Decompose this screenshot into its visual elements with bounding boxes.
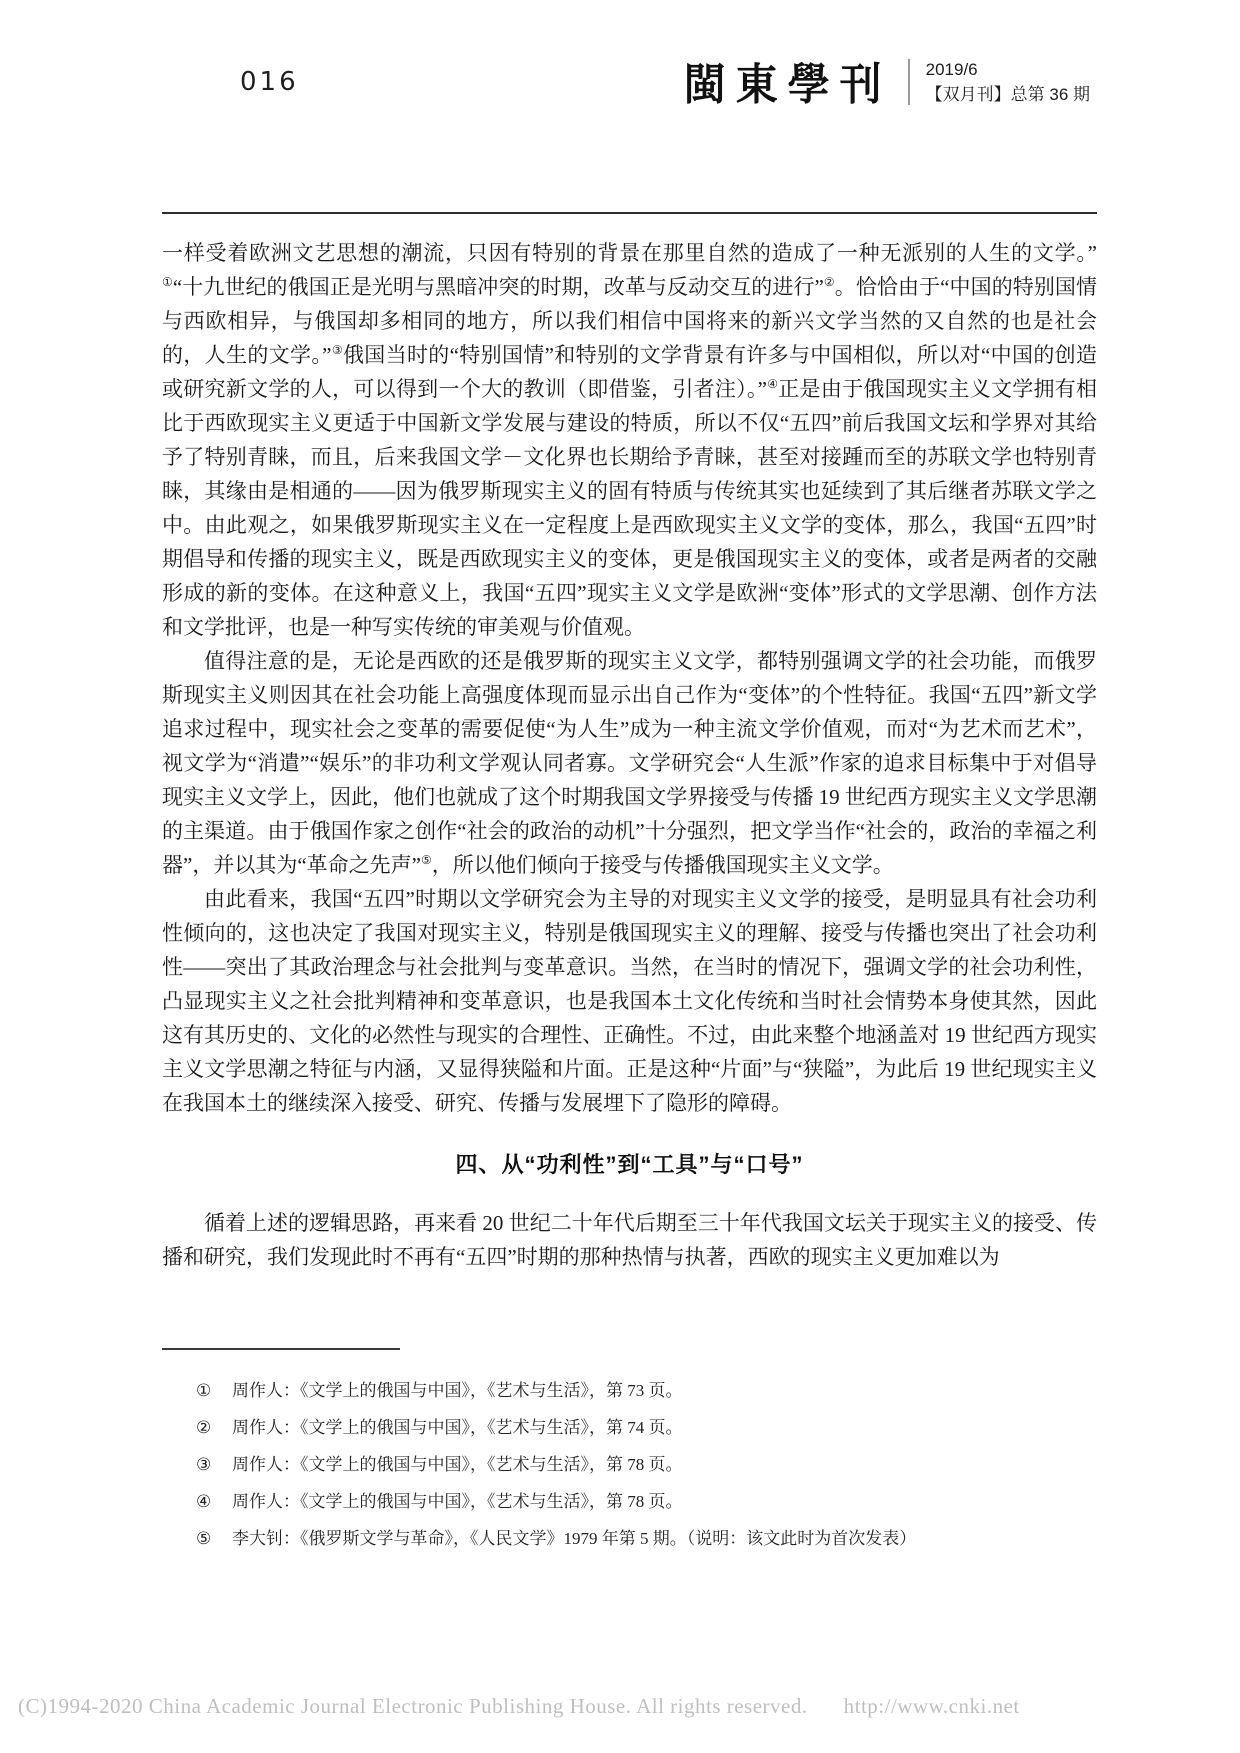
footnote-item bbox=[162, 1483, 1097, 1520]
footnote-text: 周作人：《文学上的俄国与中国》，《艺术与生活》，第 78 页。 bbox=[232, 1492, 683, 1511]
footnote-item bbox=[162, 1446, 1097, 1483]
footnote-text: 周作人：《文学上的俄国与中国》，《艺术与生活》，第 74 页。 bbox=[232, 1418, 683, 1437]
footnote-item bbox=[162, 1520, 1097, 1557]
footnote-marker: ② bbox=[196, 1418, 212, 1437]
body-paragraph-2: 值得注意的是，无论是西欧的还是俄罗斯的现实主义文学，都特别强调文学的社会功能，而俄罗斯现实主义则因其在社会功能上高强度体现而显示出自己作为“变体”的个性特征。我国“五四”新文学追求过程中，现实社会之变革的需要促使“为人生”成为一种主流文学价值观，而对“为艺术而艺术”，视文学为“消遣”“娱乐”的非功利文学观认同者寡。文学研究会“人生派”作家的追求目标集中于对倡导现实主义文学上，因此，他们也就成了这个时期我国文学界接受与传播 19 世纪西方现实主义文学思潮的主渠道。由于俄国作家之创作“社会的政治的动机”十分强烈，把文学当作“社会的，政治的幸福之利器”，并以其为“革命之先声”⑤，所以他们倾向于接受与传播俄国现实主义文学。 bbox=[162, 649, 1097, 877]
footnotes-section bbox=[162, 1348, 1097, 1557]
header-rule bbox=[162, 212, 1097, 214]
footnote-marker: ⑤ bbox=[196, 1529, 212, 1548]
footnote-marker: ④ bbox=[196, 1492, 212, 1511]
section-heading: 四、从“功利性”到“工具”与“口号” bbox=[455, 1152, 804, 1177]
footnote-marker: ① bbox=[196, 1381, 212, 1400]
cnki-footer bbox=[18, 1694, 1020, 1719]
footnote-item bbox=[162, 1409, 1097, 1446]
footnote-text: 周作人：《文学上的俄国与中国》，《艺术与生活》，第 73 页。 bbox=[232, 1381, 683, 1400]
issue-date: 2019/6 bbox=[925, 59, 978, 79]
footnote-separator bbox=[162, 1348, 400, 1350]
body-paragraph-4: 循着上述的逻辑思路，再来看 20 世纪二十年代后期至三十年代我国文坛关于现实主义的接受、传播和研究，我们发现此时不再有“五四”时期的那种热情与执著，西欧的现实主义更加难以为 bbox=[162, 1211, 1097, 1269]
body-paragraph-1: 一样受着欧洲文艺思想的潮流，只因有特别的背景在那里自然的造成了一种无派别的人生的文学。”①“十九世纪的俄国正是光明与黑暗冲突的时期，改革与反动交互的进行”②。恰恰由于“中国的特别国情与西欧相异，与俄国却多相同的地方，所以我们相信中国将来的新兴文学当然的又自然的也是社会的，人生的文学。”③俄国当时的“特别国情”和特别的文学背景有许多与中国相似，所以对“中国的创造或研究新文学的人，可以得到一个大的教训（即借鉴，引者注）。”④正是由于俄国现实主义文学拥有相比于西欧现实主义更适于中国新文学发展与建设的特质，所以不仅“五四”前后我国文坛和学界对其给予了特别青睐，而且，后来我国文学－文化界也长期给予青睐，甚至对接踵而至的苏联文学也特别青睐，其缘由是相通的——因为俄罗斯现实主义的固有特质与传统其实也延续到了其后继者苏联文学之中。由此观之，如果俄罗斯现实主义在一定程度上是西欧现实主义文学的变体，那么，我国“五四”时期倡导和传播的现实主义，既是西欧现实主义的变体，更是俄国现实主义的变体，或者是两者的交融形成的新的变体。在这种意义上，我国“五四”现实主义文学是欧洲“变体”形式的文学思潮、创作方法和文学批评，也是一种写实传统的审美观与价值观。 bbox=[162, 241, 1097, 639]
footnote-text: 李大钊：《俄罗斯文学与革命》，《人民文学》1979 年第 5 期。（说明：该文此时为首次发表） bbox=[232, 1529, 917, 1548]
footnote-item bbox=[162, 1372, 1097, 1409]
issue-info bbox=[926, 57, 1090, 108]
issue-number: 【双月刊】总第 36 期 bbox=[925, 85, 1090, 104]
body-paragraph-3: 由此看来，我国“五四”时期以文学研究会为主导的对现实主义文学的接受，是明显具有社会功利性倾向的，这也决定了我国对现实主义，特别是俄国现实主义的理解、接受与传播也突出了社会功利性——突出了其政治理念与社会批判与变革意识。当然，在当时的情况下，强调文学的社会功利性，凸显现实主义之社会批判精神和变革意识，也是我国本土文化传统和当时社会情势本身使其然，因此这有其历史的、文化的必然性与现实的合理性、正确性。不过，由此来整个地涵盖对 19 世纪西方现实主义文学思潮之特征与内涵，又显得狭隘和片面。正是这种“片面”与“狭隘”，为此后 19 世纪现实主义在我国本土的继续深入接受、研究、传播与发展埋下了隐形的障碍。 bbox=[162, 887, 1097, 1115]
journal-masthead bbox=[684, 52, 1090, 112]
page-number: 016 bbox=[240, 67, 299, 97]
journal-title: 閩東學刊 bbox=[683, 62, 892, 111]
masthead-divider bbox=[908, 59, 910, 105]
footnote-text: 周作人：《文学上的俄国与中国》，《艺术与生活》，第 78 页。 bbox=[232, 1455, 683, 1474]
footnote-marker: ③ bbox=[196, 1455, 212, 1474]
footnote-list bbox=[162, 1372, 1097, 1557]
article-body bbox=[162, 236, 1097, 1274]
footer-url: http://www.cnki.net bbox=[843, 1694, 1020, 1718]
copyright-text: (C)1994-2020 China Academic Journal Electronic Publishing House. All rights reserved. bbox=[18, 1694, 808, 1718]
page-header bbox=[240, 52, 1090, 112]
